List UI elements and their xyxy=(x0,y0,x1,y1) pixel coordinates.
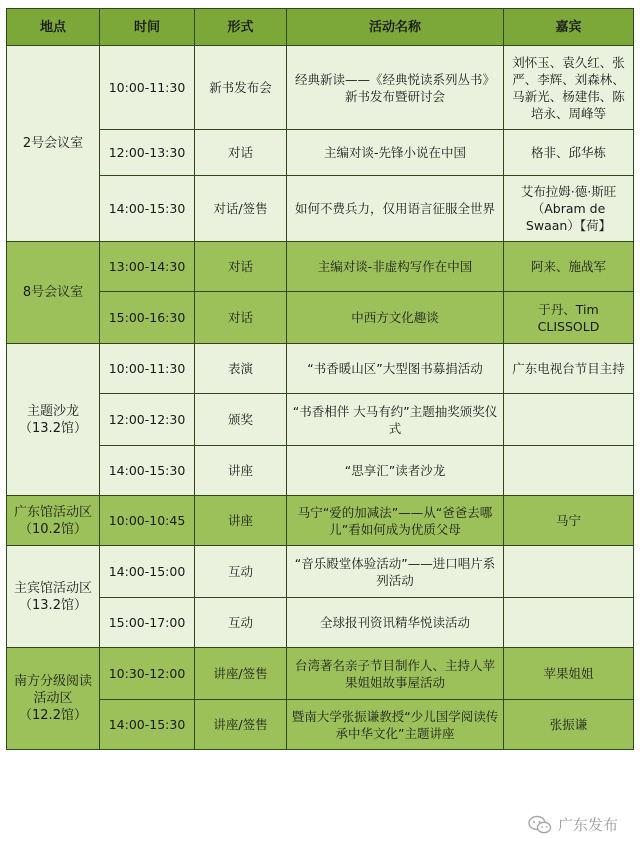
venue-cell xyxy=(7,242,100,344)
format-cell: 讲座/签售 xyxy=(195,700,287,750)
wechat-icon xyxy=(528,815,552,835)
guests-cell: 马宁 xyxy=(504,496,634,546)
header-guests: 嘉宾 xyxy=(504,9,634,46)
guests-cell: 张振谦 xyxy=(504,700,634,750)
format-cell: 互动 xyxy=(195,598,287,648)
format-cell: 对话 xyxy=(195,130,287,176)
time-cell: 10:30-12:00 xyxy=(100,648,195,700)
venue-line: （12.2馆） xyxy=(19,708,87,723)
format-cell: 颁奖 xyxy=(195,394,287,446)
time-cell: 15:00-16:30 xyxy=(100,292,195,344)
header-venue: 地点 xyxy=(7,9,100,46)
table-row xyxy=(7,446,634,496)
title-cell: 暨南大学张振谦教授“少儿国学阅读传承中华文化”主题讲座 xyxy=(287,700,504,750)
guests-cell xyxy=(504,446,634,496)
guests-cell: 广东电视台节目主持 xyxy=(504,344,634,394)
header-row xyxy=(7,9,634,46)
venue-line: 主宾馆活动区 xyxy=(13,580,92,596)
venue-line: （10.2馆） xyxy=(19,521,87,537)
title-cell: 全球报刊资讯精华悦读活动 xyxy=(287,598,504,648)
guests-cell: 苹果姐姐 xyxy=(504,648,634,700)
title-cell: 主编对谈-先锋小说在中国 xyxy=(287,130,504,176)
title-cell: “书香暖山区”大型图书募捐活动 xyxy=(287,344,504,394)
guests-cell: 阿来、施战军 xyxy=(504,242,634,292)
venue-line: 主题沙龙 xyxy=(26,403,79,419)
footer-brand: 广东发布 xyxy=(557,816,618,834)
footer-watermark xyxy=(528,814,618,835)
guests-cell xyxy=(504,546,634,598)
venue-cell xyxy=(7,648,100,750)
guests-cell: 于丹、Tim CLISSOLD xyxy=(504,292,634,344)
time-cell: 14:00-15:30 xyxy=(100,446,195,496)
format-cell: 表演 xyxy=(195,344,287,394)
schedule-table xyxy=(6,8,634,750)
table-row xyxy=(7,46,634,130)
table-row xyxy=(7,546,634,598)
venue-line: 广东馆活动区 xyxy=(13,504,92,520)
time-cell: 13:00-14:30 xyxy=(100,242,195,292)
title-cell: “书香相伴 大马有约”主题抽奖颁奖仪式 xyxy=(287,394,504,446)
format-cell: 互动 xyxy=(195,546,287,598)
venue-cell xyxy=(7,546,100,648)
title-cell: 马宁“爱的加减法”——从“爸爸去哪儿”看如何成为优质父母 xyxy=(287,496,504,546)
header-format: 形式 xyxy=(195,9,287,46)
venue-line: 活动区 xyxy=(33,691,73,706)
guests-cell: 艾布拉姆·德·斯旺（Abram de Swaan）【荷】 xyxy=(504,176,634,242)
header-time: 时间 xyxy=(100,9,195,46)
time-cell: 10:00-11:30 xyxy=(100,46,195,130)
table-row xyxy=(7,700,634,750)
guests-cell: 刘怀玉、袁久红、张严、李辉、刘森林、马新光、杨建伟、陈培永、周峰等 xyxy=(504,46,634,130)
table-row xyxy=(7,130,634,176)
time-cell: 15:00-17:00 xyxy=(100,598,195,648)
format-cell: 新书发布会 xyxy=(195,46,287,130)
format-cell: 讲座 xyxy=(195,446,287,496)
table-row xyxy=(7,344,634,394)
time-cell: 10:00-11:30 xyxy=(100,344,195,394)
guests-cell: 格非、邱华栋 xyxy=(504,130,634,176)
title-cell: 如何不费兵力，仅用语言征服全世界 xyxy=(287,176,504,242)
table-row xyxy=(7,496,634,546)
venue-line: 南方分级阅读 xyxy=(13,674,92,689)
title-cell: “思享汇”读者沙龙 xyxy=(287,446,504,496)
time-cell: 12:00-12:30 xyxy=(100,394,195,446)
venue-cell xyxy=(7,496,100,546)
format-cell: 对话 xyxy=(195,242,287,292)
title-cell: “音乐殿堂体验活动”——进口唱片系列活动 xyxy=(287,546,504,598)
format-cell: 讲座 xyxy=(195,496,287,546)
table-row xyxy=(7,292,634,344)
table-row xyxy=(7,176,634,242)
title-cell: 台湾著名亲子节目制作人、主持人苹果姐姐故事屋活动 xyxy=(287,648,504,700)
time-cell: 12:00-13:30 xyxy=(100,130,195,176)
title-cell: 经典新读——《经典悦读系列丛书》新书发布暨研讨会 xyxy=(287,46,504,130)
table-row xyxy=(7,242,634,292)
venue-line: （13.2馆） xyxy=(19,597,87,613)
venue-cell xyxy=(7,344,100,496)
format-cell: 对话 xyxy=(195,292,287,344)
time-cell: 14:00-15:00 xyxy=(100,546,195,598)
table-row xyxy=(7,598,634,648)
table-row xyxy=(7,648,634,700)
venue-line: （13.2馆） xyxy=(19,420,87,436)
time-cell: 14:00-15:30 xyxy=(100,176,195,242)
title-cell: 主编对谈-非虚构写作在中国 xyxy=(287,242,504,292)
guests-cell xyxy=(504,394,634,446)
venue-line: 8号会议室 xyxy=(22,285,84,300)
venue-cell xyxy=(7,46,100,242)
guests-cell xyxy=(504,598,634,648)
time-cell: 10:00-10:45 xyxy=(100,496,195,546)
venue-line: 2号会议室 xyxy=(22,136,84,151)
header-title: 活动名称 xyxy=(287,9,504,46)
format-cell: 对话/签售 xyxy=(195,176,287,242)
table-row xyxy=(7,394,634,446)
time-cell: 14:00-15:30 xyxy=(100,700,195,750)
format-cell: 讲座/签售 xyxy=(195,648,287,700)
title-cell: 中西方文化趣谈 xyxy=(287,292,504,344)
schedule-body xyxy=(7,46,634,750)
